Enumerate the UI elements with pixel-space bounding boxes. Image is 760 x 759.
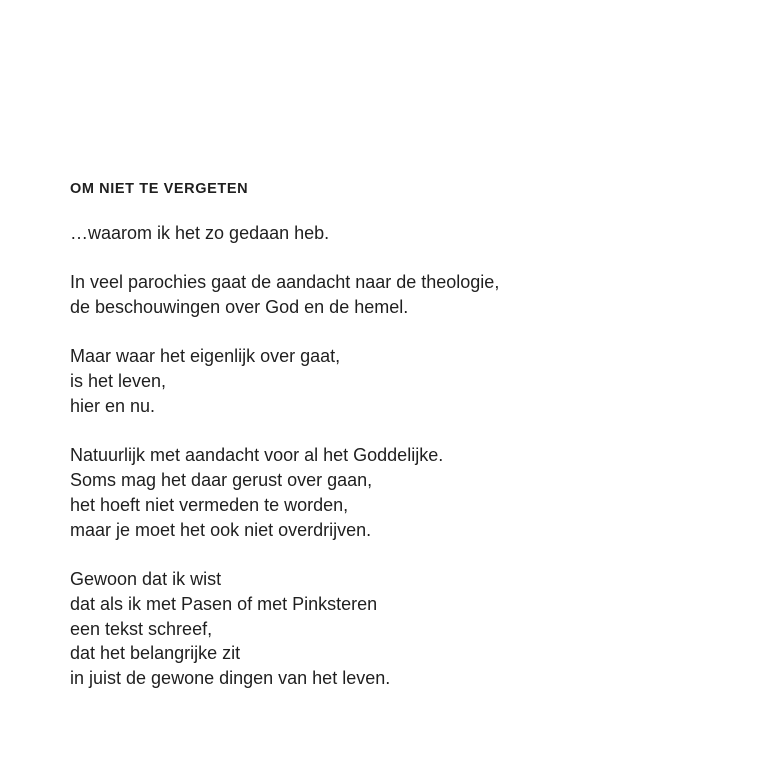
poem-line: in juist de gewone dingen van het leven.	[70, 668, 391, 689]
poem-line: …waarom ik het zo gedaan heb.	[70, 223, 330, 243]
stanza-1	[70, 221, 730, 246]
poem-line: Maar waar het eigenlijk over gaat,	[70, 346, 341, 367]
document-page	[70, 179, 730, 715]
poem-line: dat het belangrijke zit	[70, 643, 241, 664]
poem-line: In veel parochies gaat de aandacht naar de theologie,	[70, 272, 500, 293]
stanza-5	[70, 567, 730, 691]
poem-line: hier en nu.	[70, 395, 156, 416]
stanza-3	[70, 344, 730, 418]
poem-line: Gewoon dat ik wist	[70, 568, 222, 589]
poem-line: Soms mag het daar gerust over gaan,	[70, 470, 373, 491]
poem-line: Natuurlijk met aandacht voor al het Goddelijke.	[70, 445, 444, 466]
poem-line: de beschouwingen over God en de hemel.	[70, 297, 409, 318]
poem-line: een tekst schreef,	[70, 618, 213, 639]
poem-title: OM NIET TE VERGETEN	[70, 181, 249, 197]
stanza-2	[70, 270, 730, 320]
poem-line: maar je moet het ook niet overdrijven.	[70, 519, 372, 540]
poem-line: dat als ik met Pasen of met Pinksteren	[70, 593, 378, 614]
stanza-4	[70, 443, 730, 542]
poem-line: het hoeft niet vermeden te worden,	[70, 494, 349, 515]
poem-line: is het leven,	[70, 371, 167, 392]
